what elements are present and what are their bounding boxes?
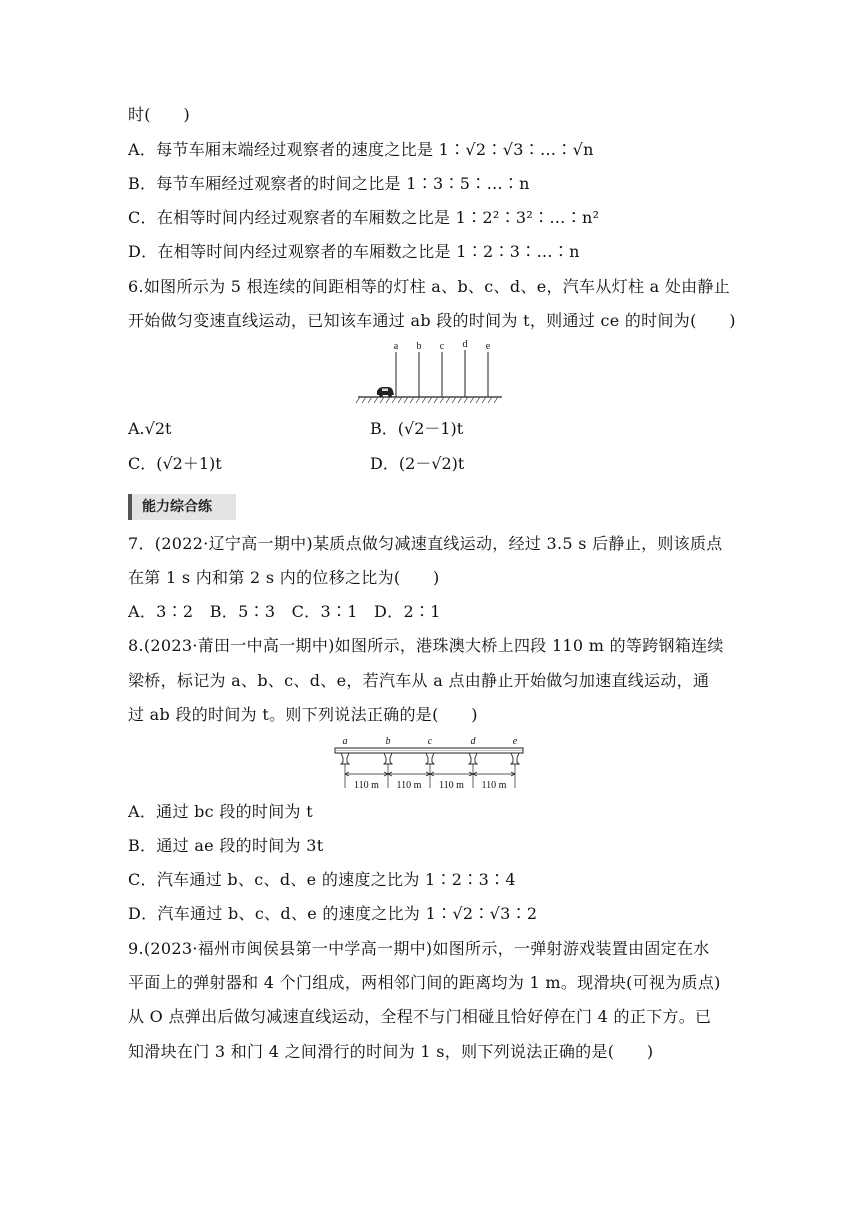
bridge-piers <box>341 753 519 764</box>
q8-stem-line1: 8.(2023·莆田一中高一期中)如图所示，港珠澳大桥上四段 110 m 的等跨钢箱连续 <box>128 636 724 655</box>
q9-stem-line2: 平面上的弹射器和 4 个门组成，两相邻门间的距离均为 1 m。现滑块(可视为质点) <box>128 973 721 992</box>
q5-option-c: C．在相等时间内经过观察者的车厢数之比是 1∶2²∶3²∶…∶n² <box>128 208 600 227</box>
q7-stem-line2: 在第 1 s 内和第 2 s 内的位移之比为( ) <box>128 568 440 587</box>
q6-stem-line2: 开始做匀变速直线运动，已知该车通过 ab 段的时间为 t，则通过 ce 的时间为( ) <box>128 311 736 330</box>
q9-stem-line1: 9.(2023·福州市闽侯县第一中学高一期中)如图所示，一弹射游戏装置由固定在水 <box>128 939 710 958</box>
q6-option-c: C．(√2＋1)t <box>128 454 222 473</box>
bridge-label-a: a <box>342 736 348 747</box>
q6-lamp-post-figure <box>355 338 505 406</box>
q8-option-a: A．通过 bc 段的时间为 t <box>128 802 313 821</box>
q9-stem-line3: 从 O 点弹出后做匀减速直线运动，全程不与门相碰且恰好停在门 4 的正下方。已 <box>128 1007 712 1026</box>
q8-stem-line2: 梁桥，标记为 a、b、c、d、e，若汽车从 a 点由静止开始做匀加速直线运动，通 <box>128 671 710 690</box>
q5-stem-end: 时( ) <box>128 105 190 124</box>
lamp-label-c: c <box>439 341 445 352</box>
lamp-label-a: a <box>393 341 399 352</box>
q8-option-b: B．通过 ae 段的时间为 3t <box>128 836 324 855</box>
q8-option-c: C．汽车通过 b、c、d、e 的速度之比为 1∶2∶3∶4 <box>128 870 516 889</box>
bridge-span-1: 110 m <box>354 780 379 791</box>
q6-stem-line1: 6.如图所示为 5 根连续的间距相等的灯柱 a、b、c、d、e，汽车从灯柱 a 处由静止 <box>128 277 731 296</box>
bridge-label-c: c <box>427 736 433 747</box>
lamp-label-b: b <box>416 341 422 352</box>
lamp-label-e: e <box>485 341 491 352</box>
q7-stem-line1: 7．(2022·辽宁高一期中)某质点做匀减速直线运动，经过 3.5 s 后静止，则该质点 <box>128 534 723 553</box>
q6-option-b: B．(√2－1)t <box>370 419 464 438</box>
bridge-label-b: b <box>385 736 391 747</box>
q6-option-a: A.√2t <box>128 419 172 438</box>
bridge-label-d: d <box>470 736 476 747</box>
q5-option-d: D．在相等时间内经过观察者的车厢数之比是 1∶2∶3∶…∶n <box>128 242 580 261</box>
q5-option-a: A．每节车厢末端经过观察者的速度之比是 1∶√2∶√3∶…∶√n <box>128 140 594 159</box>
q8-bridge-figure <box>330 734 526 794</box>
q8-option-d: D．汽车通过 b、c、d、e 的速度之比为 1∶√2∶√3∶2 <box>128 904 538 923</box>
q7-options: A．3∶2 B．5∶3 C．3∶1 D．2∶1 <box>128 602 441 621</box>
bridge-span-2: 110 m <box>396 780 422 791</box>
section-title: 能力综合练 <box>128 494 236 520</box>
q6-option-d: D．(2－√2)t <box>370 454 465 473</box>
bridge-span-4: 110 m <box>481 780 507 791</box>
lamp-label-d: d <box>462 339 468 350</box>
bridge-label-e: e <box>512 736 518 747</box>
car-icon <box>377 387 394 397</box>
q8-stem-line3: 过 ab 段的时间为 t。则下列说法正确的是( ) <box>128 705 478 724</box>
q9-stem-line4: 知滑块在门 3 和门 4 之间滑行的时间为 1 s，则下列说法正确的是( ) <box>128 1042 654 1061</box>
q5-option-b: B．每节车厢经过观察者的时间之比是 1∶3∶5∶…∶n <box>128 174 530 193</box>
bridge-span-3: 110 m <box>439 780 464 791</box>
